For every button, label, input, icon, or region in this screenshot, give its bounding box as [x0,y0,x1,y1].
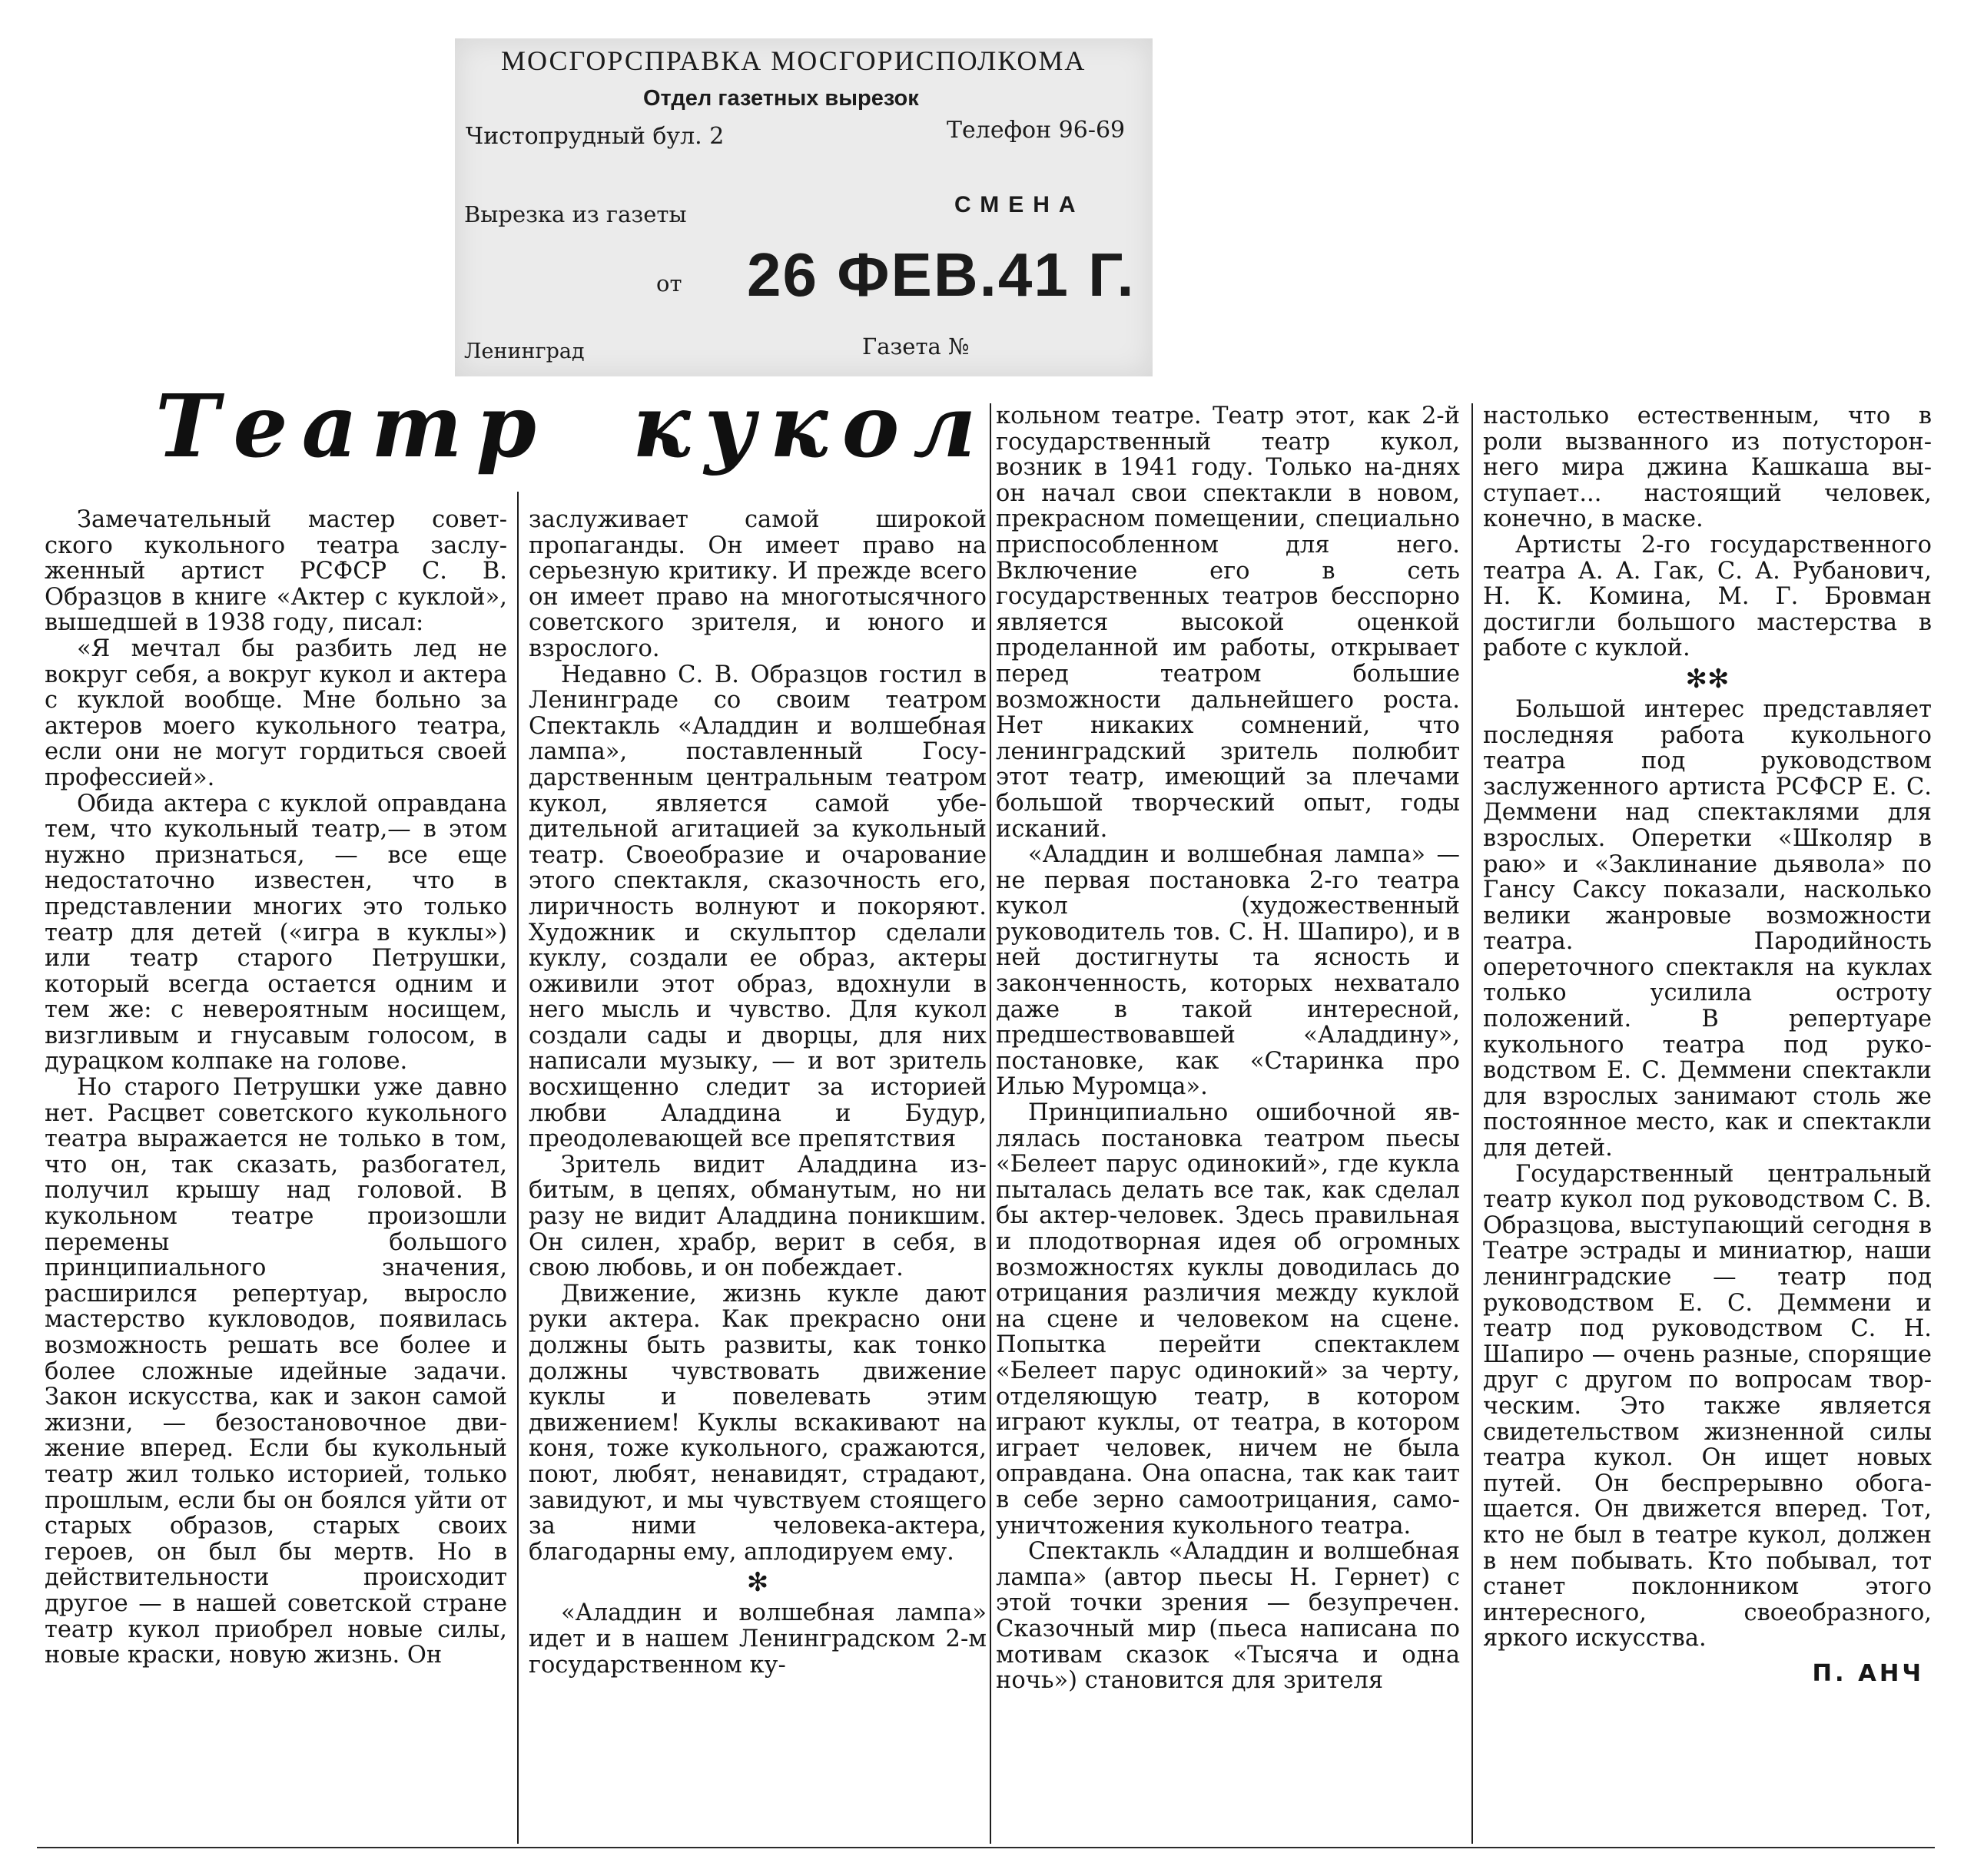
stamp-paper-number-label: Газета № [862,333,970,360]
author-signature: П. АНЧ [1812,1659,1924,1687]
column-rule [990,403,991,1844]
paragraph: Зритель видит Аладдина избитым, в цепях, обманутым, но ни разу не видит Аладдина поникшим. Он силен, храбр, верит в себя, в свою любовь, и он побеждает. [529,1151,987,1282]
stamp-organization: МОСГОРСПРАВКА МОСГОРИСПОЛКОМА [501,45,1087,76]
paragraph: «Я мечтал бы разбить лед не вокруг себя, а вокруг кукол и актера с куклой вообще. Мне больно за актеров моего кукольного театра, если они не могут гордиться своей профессией». [45,635,507,791]
article-title: Театр кукол [155,376,990,477]
section-separator: ✻✻ [1685,663,1730,694]
paragraph: заслуживает самой широкой пропаганды. Он имеет право на серьезную критику. И прежде всего он имеет право на многотысячного советского зрителя, и юного и взрослого. [529,507,987,662]
stamp-newspaper-name: СМЕНА [954,192,1085,217]
paragraph: кольном театре. Театр этот, как 2-й государственный театр кукол, возник в 1941 году. Только на-днях он начал свои спектакли в новом, прекрасном помещении, специально приспособленном для него. Включение его в сеть государственных театров бесспорно является высокой оценкой проделанной им работы, открывает перед театром большие возможности дальнейшего роста. Нет никаких сомнений, что ленинградский зритель полюбит этот театр, имеющий за плечами большой творческий опыт, годы исканий. [996,403,1460,843]
paragraph: Движение, жизнь кукле дают руки актера. Как прекрасно они должны быть развиты, как тонко должны чувствовать движение куклы и повелевать этим движением! Куклы вскакивают на коня, тоже кукольного, сражаются, поют, любят, ненавидят, страдают, завидуют, и мы чувствуем стоящего за ними человека-актера, благодарны ему, аплодируем ему. [529,1280,987,1566]
stamp-cutting-label: Вырезка из газеты [464,201,687,227]
paragraph: Государственный центральный театр кукол под руководством С. В. Образцова, выступающий сегодня в Театре эстрады и миниатюр, наши ленинградские — театр под руководством Е. С. Деммени и театр под руководством С. Н. Шапиро — очень разные, спорящие друг с другом по вопросам творческим. Это также является свидетельством жизненной силы театра кукол. Он ищет новых путей. Он беспрерывно обогащается. Он движется вперед. Тот, кто не был в театре кукол, должен в нем побывать. Кто побывал, тот станет поклонником этого интересного, своеобразного, яркого искусства. [1483,1160,1932,1652]
stamp-city: Ленинград [464,340,585,363]
paragraph: Принципиально ошибочной являлась постановка театром пьесы «Белеет парус одинокий», где кукла пыталась делать все так, как сделал бы актер-человек. Здесь правильная и плодотворная идея об огромных возможностях куклы доводилась до отрицания различия между куклой на сцене и человеком на сцене. Попытка перейти спектаклем «Белеет парус одинокий» за черту, отделяющую театр, в котором играют куклы, от театра, в котором играет человек, ничем не была оправдана. Она опасна, так как таит в себе зерно самоотрицания, самоуничтожения кукольного театра. [996,1099,1460,1540]
article-column-4 [1483,403,1932,1844]
paragraph: настолько естественным, что в роли вызванного из потустороннего мира джина Кашкаша выступает... настоящий человек, конечно, в маске. [1483,403,1932,533]
column-rule [1471,403,1473,1844]
article-column-3 [996,403,1460,1844]
clipping-stamp [455,38,1153,376]
stamp-department: Отдел газетных вырезок [643,86,919,111]
article-column-2 [529,507,987,1840]
bottom-rule [37,1847,1935,1848]
paragraph: Недавно С. В. Образцов гостил в Ленинграде со своим театром Спектакль «Аладдин и волшебная лампа», поставленный Государственным центральным театром кукол, является самой убедительной агитацией за кукольный театр. Своеобразие и очарование этого спектакля, сказочность его, лиричность волнуют и покоряют. Художник и скульптор сделали куклу, создали ее образ, актеры оживили этот образ, вдохнули в него мысль и чувство. Для кукол создали сады и дворцы, для них написали музыку, — и вот зритель восхищенно следит за историей любви Аладдина и Будур, преодолевающей все препятствия [529,661,987,1153]
column-rule [517,492,519,1844]
stamp-from-label: от [656,270,682,297]
paragraph: «Аладдин и волшебная лампа» идет и в нашем Ленинградском 2-м государственном ку- [529,1599,987,1679]
paragraph: Артисты 2-го государственного театра А. А. Гак, С. А. Рубанович, Н. К. Комина, М. Г. Бровман достигли большого мастерства в работе с куклой. [1483,531,1932,662]
article-column-1 [45,507,507,1840]
paragraph: «Аладдин и волшебная лампа» — не первая постановка 2-го театра кукол (художественный руководитель тов. С. Н. Шапиро), и в ней достигнуты та ясность и законченность, которых нехватало даже в такой интересной, предшествовавшей «Аладдину», постановке, как «Старинка про Илью Муромца». [996,841,1460,1101]
section-separator: ✻ [746,1567,769,1599]
stamp-date: 26 ФЕВ.41 Г. [747,240,1136,309]
stamp-address: Чистопрудный бул. 2 [466,123,725,150]
paragraph: Большой интерес представляет последняя работа кукольного театра под руководством заслуженного артиста РСФСР Е. С. Деммени над спектаклями для взрослых. Оперетки «Школяр в раю» и «Заклинание дьявола» по Гансу Саксу показали, насколько велики жанровые возможности театра. Пародийность опереточного спектакля на куклах только усилила остроту положений. В репертуаре кукольного театра под руководством Е. С. Деммени спектакли для взрослых занимают столь же постоянное место, как и спектакли для детей. [1483,695,1932,1162]
paragraph: Обида актера с куклой оправдана тем, что кукольный театр,— в этом нужно признаться, — все еще недостаточно известен, что в представлении многих это только театр для детей («игра в куклы») или театр старого Петрушки, который всегда остается одним и тем же: с невероятным носищем, визгливым и гнусавым голосом, в дурацком колпаке на голове. [45,790,507,1076]
stamp-phone: Телефон 96-69 [947,117,1126,144]
paragraph: Спектакль «Аладдин и волшебная лампа» (автор пьесы Н. Гернет) с этой точки зрения — безупречен. Сказочный мир (пьеса написана по мотивам сказок «Тысяча и одна ночь») становится для зрителя [996,1538,1460,1695]
paragraph: Но старого Петрушки уже давно нет. Расцвет советского кукольного театра выражается не только в том, что он, так сказать, разбогател, получил крышу над головой. В кукольном театре произошли перемены большого принципиального значения, расширился репертуар, выросло мастерство кукловодов, появилась возможность решать все более и более сложные идейные задачи. Закон искусства, как и закон самой жизни, — безостановочное движение вперед. Если бы кукольный театр жил только историей, только прошлым, если бы он боялся уйти от старых образов, старых своих героев, он был бы мертв. Но в действительности происходит другое — в нашей советской стране театр кукол приобрел новые силы, новые краски, новую жизнь. Он [45,1074,507,1669]
paragraph: Замечательный мастер советского кукольного театра заслуженный артист РСФСР С. В. Образцов в книге «Актер с куклой», вышедшей в 1938 году, писал: [45,507,507,637]
